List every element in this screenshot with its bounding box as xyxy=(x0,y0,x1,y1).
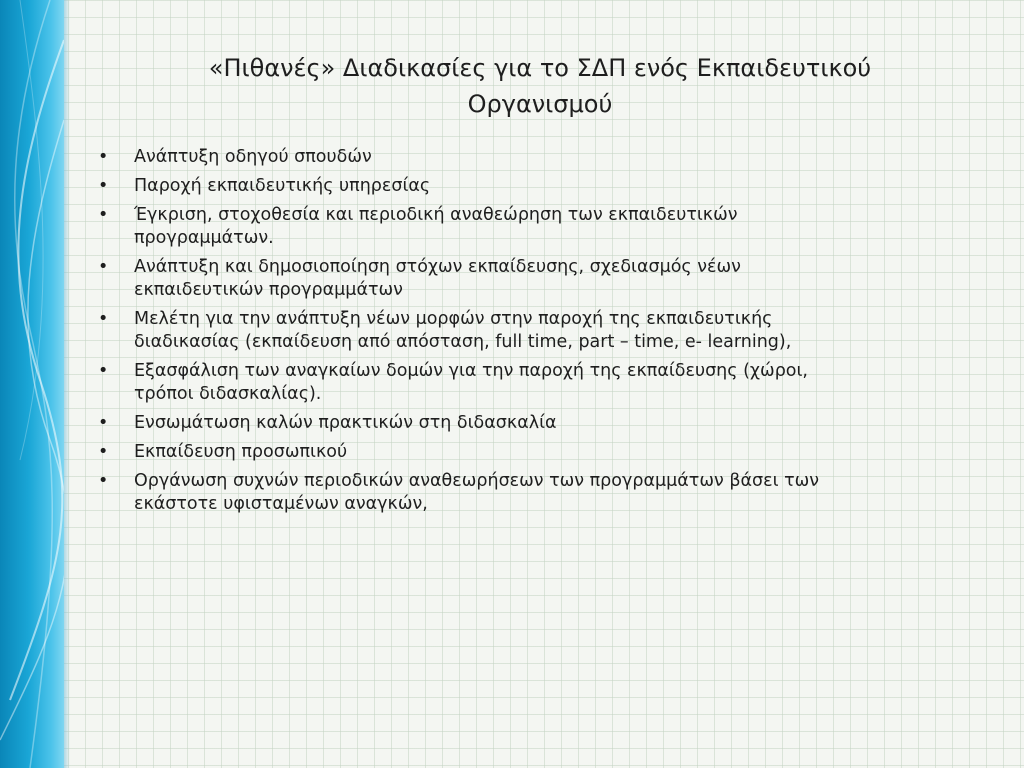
bullet-item xyxy=(96,360,976,406)
bullet-text-line: εκπαιδευτικών προγραμμάτων xyxy=(134,280,403,300)
bullet-dot-icon: • xyxy=(98,413,109,433)
bullet-item xyxy=(96,204,976,250)
bullet-item xyxy=(96,256,976,302)
bullet-text-line: Μελέτη για την ανάπτυξη νέων μορφών στην παροχή της εκπαιδευτικής xyxy=(134,309,773,329)
slide-title-line: «Πιθανές» Διαδικασίες για το ΣΔΠ ενός Εκπαιδευτικού xyxy=(208,54,872,82)
decorative-side-band xyxy=(0,0,64,768)
bullet-dot-icon: • xyxy=(98,471,109,491)
bullet-item xyxy=(96,146,976,169)
bullet-item xyxy=(96,441,976,464)
bullet-text-line: Έγκριση, στοχοθεσία και περιοδική αναθεώρηση των εκπαιδευτικών xyxy=(134,205,738,225)
bullet-list xyxy=(96,146,976,522)
bullet-dot-icon: • xyxy=(98,257,109,277)
bullet-text-line: τρόποι διδασκαλίας). xyxy=(134,384,322,404)
slide-title xyxy=(120,50,960,122)
bullet-text-line: Παροχή εκπαιδευτικής υπηρεσίας xyxy=(134,176,431,196)
wave-lines-graphic xyxy=(0,0,64,768)
bullet-dot-icon: • xyxy=(98,361,109,381)
bullet-item xyxy=(96,308,976,354)
bullet-dot-icon: • xyxy=(98,309,109,329)
bullet-item xyxy=(96,175,976,198)
bullet-dot-icon: • xyxy=(98,442,109,462)
bullet-dot-icon: • xyxy=(98,205,109,225)
side-band-edge-shadow xyxy=(64,0,70,768)
slide-title-line: Οργανισμού xyxy=(467,90,613,118)
bullet-text-line: Ενσωμάτωση καλών πρακτικών στη διδασκαλία xyxy=(134,413,557,433)
bullet-text-line: προγραμμάτων. xyxy=(134,228,274,248)
bullet-item xyxy=(96,412,976,435)
bullet-text-line: Ανάπτυξη και δημοσιοποίηση στόχων εκπαίδευσης, σχεδιασμός νέων xyxy=(134,257,741,277)
bullet-text-line: Ανάπτυξη οδηγού σπουδών xyxy=(134,147,372,167)
bullet-dot-icon: • xyxy=(98,176,109,196)
bullet-text-line: Οργάνωση συχνών περιοδικών αναθεωρήσεων των προγραμμάτων βάσει των xyxy=(134,471,820,491)
bullet-text-line: Εξασφάλιση των αναγκαίων δομών για την παροχή της εκπαίδευσης (χώροι, xyxy=(134,361,808,381)
bullet-text-line: εκάστοτε υφισταμένων αναγκών, xyxy=(134,494,428,514)
bullet-item xyxy=(96,470,976,516)
bullet-dot-icon: • xyxy=(98,147,109,167)
bullet-text-line: Εκπαίδευση προσωπικού xyxy=(134,442,348,462)
bullet-text-line: διαδικασίας (εκπαίδευση από απόσταση, full time, part – time, e- learning), xyxy=(134,332,792,352)
